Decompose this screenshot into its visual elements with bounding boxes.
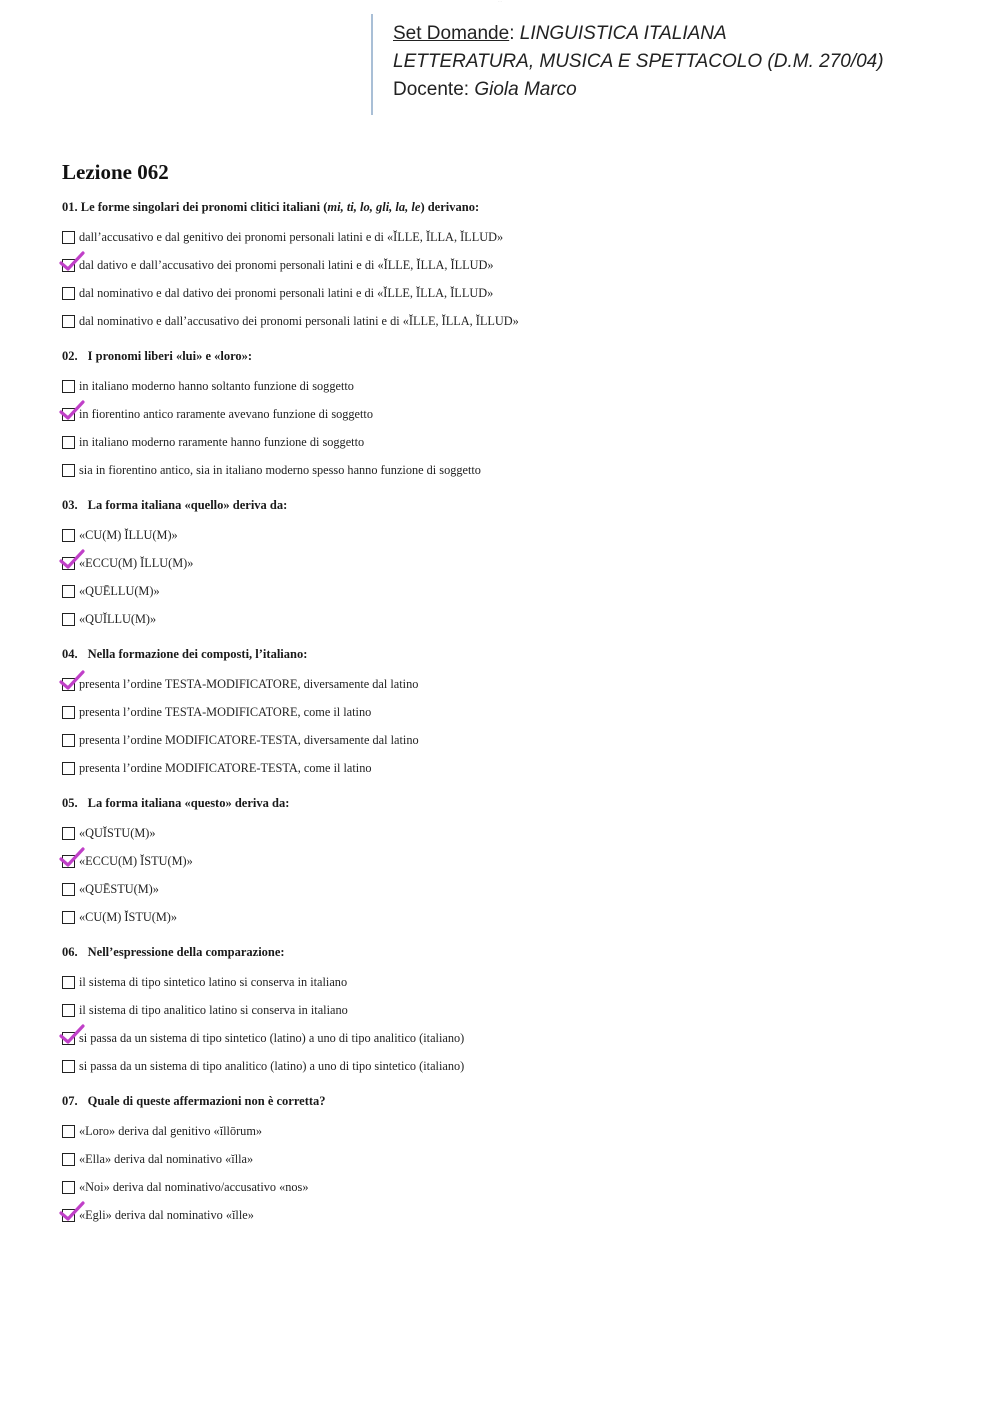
question-number: 05. (62, 796, 78, 810)
question-text-part: Nella formazione dei composti, l’italiano: (87, 647, 308, 661)
answer-option[interactable] (62, 875, 962, 903)
question-text (62, 497, 962, 514)
answer-text: «QUĬLLU(M)» (79, 611, 157, 626)
teacher-line (393, 76, 973, 104)
answer-text: «Egli» deriva dal nominativo «ĭlle» (79, 1207, 254, 1222)
question-number: 02. (62, 349, 78, 363)
answer-option[interactable] (62, 1201, 962, 1229)
answer-option[interactable] (62, 847, 962, 875)
answer-text: dall’accusativo e dal genitivo dei pronomi personali latini e di «ĬLLE, ĬLLA, ĬLLUD» (79, 229, 504, 244)
answer-checkbox[interactable] (62, 1060, 75, 1073)
question-text (62, 1093, 962, 1110)
question-number: 04. (62, 647, 78, 661)
answer-option[interactable] (62, 903, 962, 931)
answer-text: presenta l’ordine TESTA-MODIFICATORE, come il latino (79, 704, 372, 719)
question-number: 01. (62, 200, 78, 214)
answer-text: presenta l’ordine MODIFICATORE-TESTA, come il latino (79, 760, 372, 775)
answer-checkbox[interactable] (62, 976, 75, 989)
answer-option[interactable] (62, 223, 962, 251)
answer-option[interactable] (62, 605, 962, 633)
answer-option[interactable] (62, 1173, 962, 1201)
question-text-part: Le forme singolari dei pronomi clitici italiani ( (80, 200, 328, 214)
answer-checkbox[interactable] (62, 380, 75, 393)
answer-checkbox[interactable] (62, 1125, 75, 1138)
document-header (393, 20, 973, 104)
question-6 (62, 944, 962, 1080)
question-3 (62, 497, 962, 633)
answer-text: dal nominativo e dall’accusativo dei pronomi personali latini e di «ĬLLE, ĬLLA, ĬLLUD» (79, 313, 519, 328)
answer-text: il sistema di tipo analitico latino si conserva in italiano (79, 1002, 348, 1017)
answer-text: presenta l’ordine MODIFICATORE-TESTA, diversamente dal latino (79, 732, 419, 747)
set-value: LINGUISTICA ITALIANA (519, 23, 727, 44)
question-text-part: ) derivano: (420, 200, 480, 214)
answer-text: in italiano moderno hanno soltanto funzione di soggetto (79, 378, 354, 393)
question-text-part: Nell’espressione della comparazione: (87, 945, 285, 959)
answer-checkbox[interactable] (62, 557, 75, 570)
answer-option[interactable] (62, 1024, 962, 1052)
teacher-label: Docente: (393, 79, 475, 100)
answer-option[interactable] (62, 521, 962, 549)
answer-text: «ECCU(M) ĬLLU(M)» (79, 555, 194, 570)
answer-option[interactable] (62, 968, 962, 996)
answer-text: «QUĒSTU(M)» (79, 881, 159, 896)
question-text-part: La forma italiana «quello» deriva da: (87, 498, 288, 512)
answer-text: dal nominativo e dal dativo dei pronomi personali latini e di «ĬLLE, ĬLLA, ĬLLUD» (79, 285, 494, 300)
question-list (62, 199, 962, 1242)
answer-option[interactable] (62, 754, 962, 782)
question-4 (62, 646, 962, 782)
teacher-name: Giola Marco (474, 79, 577, 100)
answer-option[interactable] (62, 996, 962, 1024)
answer-option[interactable] (62, 428, 962, 456)
answer-checkbox[interactable] (62, 464, 75, 477)
set-separator: : (509, 23, 520, 44)
answer-text: «Noi» deriva dal nominativo/accusativo «nos» (79, 1179, 309, 1194)
answer-text: «CU(M) ĬSTU(M)» (79, 909, 178, 924)
question-text-part: Quale di queste affermazioni non è corretta? (87, 1094, 326, 1108)
answer-text: «Ella» deriva dal nominativo «ĭlla» (79, 1151, 254, 1166)
answer-option[interactable] (62, 670, 962, 698)
answer-text: «Loro» deriva dal genitivo «ĭllōrum» (79, 1123, 263, 1138)
answer-option[interactable] (62, 726, 962, 754)
answer-option[interactable] (62, 1145, 962, 1173)
top-page-mark: · · · (497, 0, 503, 4)
answer-checkbox[interactable] (62, 585, 75, 598)
question-text (62, 795, 962, 812)
answer-text: «QUĒLLU(M)» (79, 583, 160, 598)
set-label: Set Domande (393, 23, 510, 44)
question-text (62, 646, 962, 663)
answer-checkbox[interactable] (62, 1153, 75, 1166)
header-divider (371, 14, 373, 115)
answer-checkbox[interactable] (62, 231, 75, 244)
question-number: 06. (62, 945, 78, 959)
answer-text: «CU(M) ĬLLU(M)» (79, 527, 178, 542)
answer-checkbox[interactable] (62, 315, 75, 328)
answer-text: in italiano moderno raramente hanno funzione di soggetto (79, 434, 365, 449)
answer-text: «QUĬSTU(M)» (79, 825, 156, 840)
answer-option[interactable] (62, 549, 962, 577)
answer-checkbox[interactable] (62, 706, 75, 719)
answer-checkbox[interactable] (62, 436, 75, 449)
answer-option[interactable] (62, 400, 962, 428)
answer-checkbox[interactable] (62, 1032, 75, 1045)
answer-option[interactable] (62, 372, 962, 400)
answer-text: si passa da un sistema di tipo sintetico (latino) a uno di tipo analitico (italiano) (79, 1030, 465, 1045)
question-7 (62, 1093, 962, 1229)
question-text (62, 944, 962, 961)
question-text (62, 348, 962, 365)
answer-checkbox[interactable] (62, 613, 75, 626)
answer-option[interactable] (62, 307, 962, 335)
answer-checkbox[interactable] (62, 287, 75, 300)
answer-checkbox[interactable] (62, 408, 75, 421)
answer-text: dal dativo e dall’accusativo dei pronomi personali latini e di «ĬLLE, ĬLLA, ĬLLUD» (79, 257, 494, 272)
question-text (62, 199, 962, 216)
answer-text: in fiorentino antico raramente avevano funzione di soggetto (79, 406, 373, 421)
answer-option[interactable] (62, 1052, 962, 1080)
answer-text: il sistema di tipo sintetico latino si conserva in italiano (79, 974, 348, 989)
question-number: 07. (62, 1094, 78, 1108)
answer-option[interactable] (62, 698, 962, 726)
lesson-title: Lezione 062 (62, 160, 169, 184)
question-2 (62, 348, 962, 484)
answer-checkbox[interactable] (62, 911, 75, 924)
answer-checkbox[interactable] (62, 827, 75, 840)
set-line (393, 20, 973, 48)
answer-checkbox[interactable] (62, 734, 75, 747)
answer-text: sia in fiorentino antico, sia in italiano moderno spesso hanno funzione di soggetto (79, 462, 481, 477)
answer-checkbox[interactable] (62, 762, 75, 775)
answer-checkbox[interactable] (62, 678, 75, 691)
question-text-part: La forma italiana «questo» deriva da: (87, 796, 290, 810)
question-1 (62, 199, 962, 335)
answer-checkbox[interactable] (62, 1004, 75, 1017)
answer-checkbox[interactable] (62, 529, 75, 542)
answer-checkbox[interactable] (62, 1181, 75, 1194)
question-5 (62, 795, 962, 931)
answer-text: si passa da un sistema di tipo analitico (latino) a uno di tipo sintetico (italiano) (79, 1058, 465, 1073)
question-text-italic: mi, ti, lo, gli, la, le (327, 200, 421, 214)
answer-checkbox[interactable] (62, 259, 75, 272)
answer-option[interactable] (62, 251, 962, 279)
answer-option[interactable] (62, 577, 962, 605)
answer-text: «ECCU(M) ĬSTU(M)» (79, 853, 193, 868)
answer-option[interactable] (62, 819, 962, 847)
answer-checkbox[interactable] (62, 855, 75, 868)
question-text-part: I pronomi liberi «lui» e «loro»: (87, 349, 253, 363)
answer-option[interactable] (62, 456, 962, 484)
question-number: 03. (62, 498, 78, 512)
answer-checkbox[interactable] (62, 1209, 75, 1222)
answer-text: presenta l’ordine TESTA-MODIFICATORE, diversamente dal latino (79, 676, 419, 691)
answer-checkbox[interactable] (62, 883, 75, 896)
answer-option[interactable] (62, 1117, 962, 1145)
answer-option[interactable] (62, 279, 962, 307)
course-line: LETTERATURA, MUSICA E SPETTACOLO (D.M. 270/04) (393, 51, 884, 72)
